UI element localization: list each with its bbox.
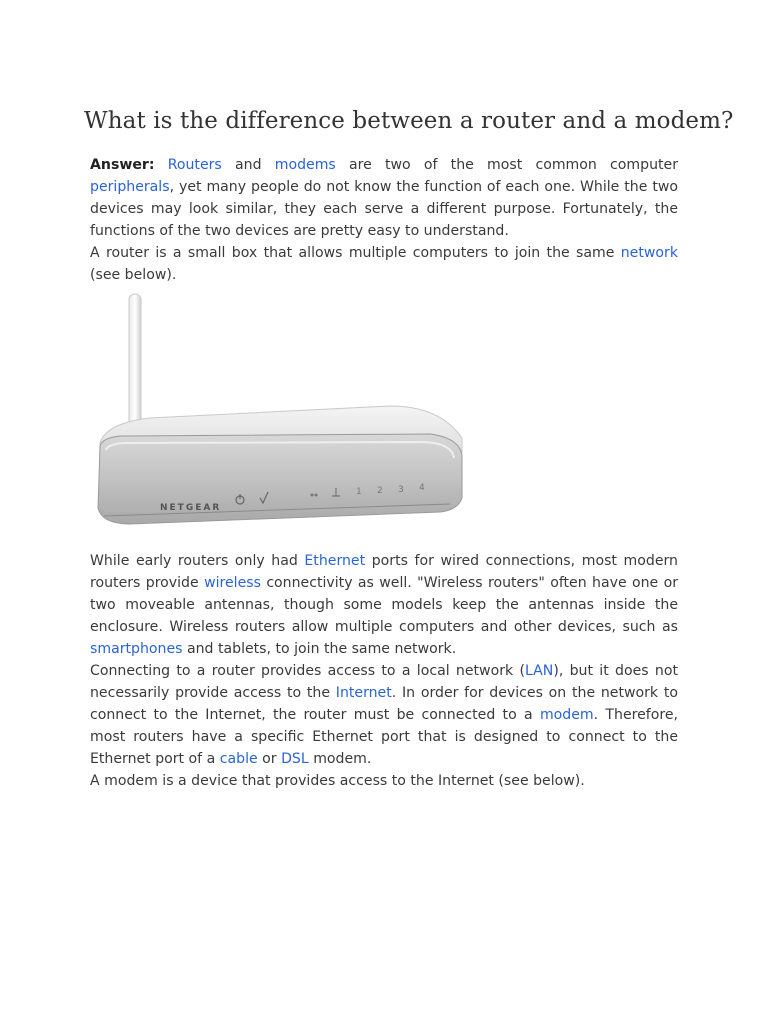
p2-text-1: While early routers only had [90, 553, 298, 569]
router-body [98, 406, 462, 524]
internet-link[interactable]: Internet [335, 685, 392, 701]
intro-text-3: A router is a small box that allows multiple computers to join the same [90, 245, 615, 261]
p2-text-3: connectivity as well. "Wireless routers" often have one or two moveable antennas, though some models keep the antennas inside the enclosure. Wireless routers allow multiple computers and other devices, such as [90, 575, 678, 635]
modem-link[interactable]: modem [539, 707, 594, 723]
peripherals-link[interactable]: peripherals [90, 179, 170, 195]
intro-paragraph [90, 154, 678, 286]
p3-text-2: ), but it does not necessarily provide access to the [90, 663, 678, 701]
wireless-link[interactable]: wireless [204, 575, 261, 591]
router-image [90, 288, 470, 538]
p3-text-3: . In order for devices on the network to connect to the Internet, the router must be connected to a [90, 685, 678, 723]
modems-link[interactable]: modems [274, 157, 336, 173]
wireless-paragraph [90, 550, 678, 660]
p2-text-2: ports for wired connections, most modern routers provide [90, 553, 678, 591]
router-port-label: 4 [419, 483, 425, 493]
ethernet-link[interactable]: Ethernet [304, 553, 366, 569]
p3-text-5: modem. [313, 751, 372, 767]
smartphones-link[interactable]: smartphones [90, 641, 183, 657]
modem-paragraph: A modem is a device that provides access to the Internet (see below). [90, 773, 585, 789]
router-port-label: 2 [377, 486, 383, 496]
routers-link[interactable]: Routers [167, 157, 222, 173]
intro-text-and: and [235, 157, 262, 173]
cable-link[interactable]: cable [219, 751, 258, 767]
p2-text-4: and tablets, to join the same network. [186, 641, 457, 657]
lan-paragraph [90, 660, 678, 770]
intro-text-2: , yet many people do not know the function of each one. While the two devices may look similar, they each serve a different purpose. Fortunately, the functions of the two devices are pretty easy to understand. [90, 179, 678, 239]
answer-label: Answer: [90, 157, 155, 173]
router-brand-label: NETGEAR [160, 503, 222, 513]
router-port-label: 3 [398, 485, 404, 495]
lan-link[interactable]: LAN [524, 663, 554, 679]
router-port-label: 1 [356, 487, 362, 497]
intro-text-1: are two of the most common computer [349, 157, 679, 173]
dsl-link[interactable]: DSL [281, 751, 309, 767]
intro-text-4: (see below). [90, 267, 177, 283]
p3-text-or: or [262, 751, 277, 767]
p3-text-4: . Therefore, most routers have a specific Ethernet port that is designed to connect to the Ethernet port of a [90, 707, 678, 767]
page-title: What is the difference between a router and a modem? [84, 108, 734, 134]
network-link[interactable]: network [620, 245, 678, 261]
p3-text-1: Connecting to a router provides access to a local network ( [90, 663, 525, 679]
